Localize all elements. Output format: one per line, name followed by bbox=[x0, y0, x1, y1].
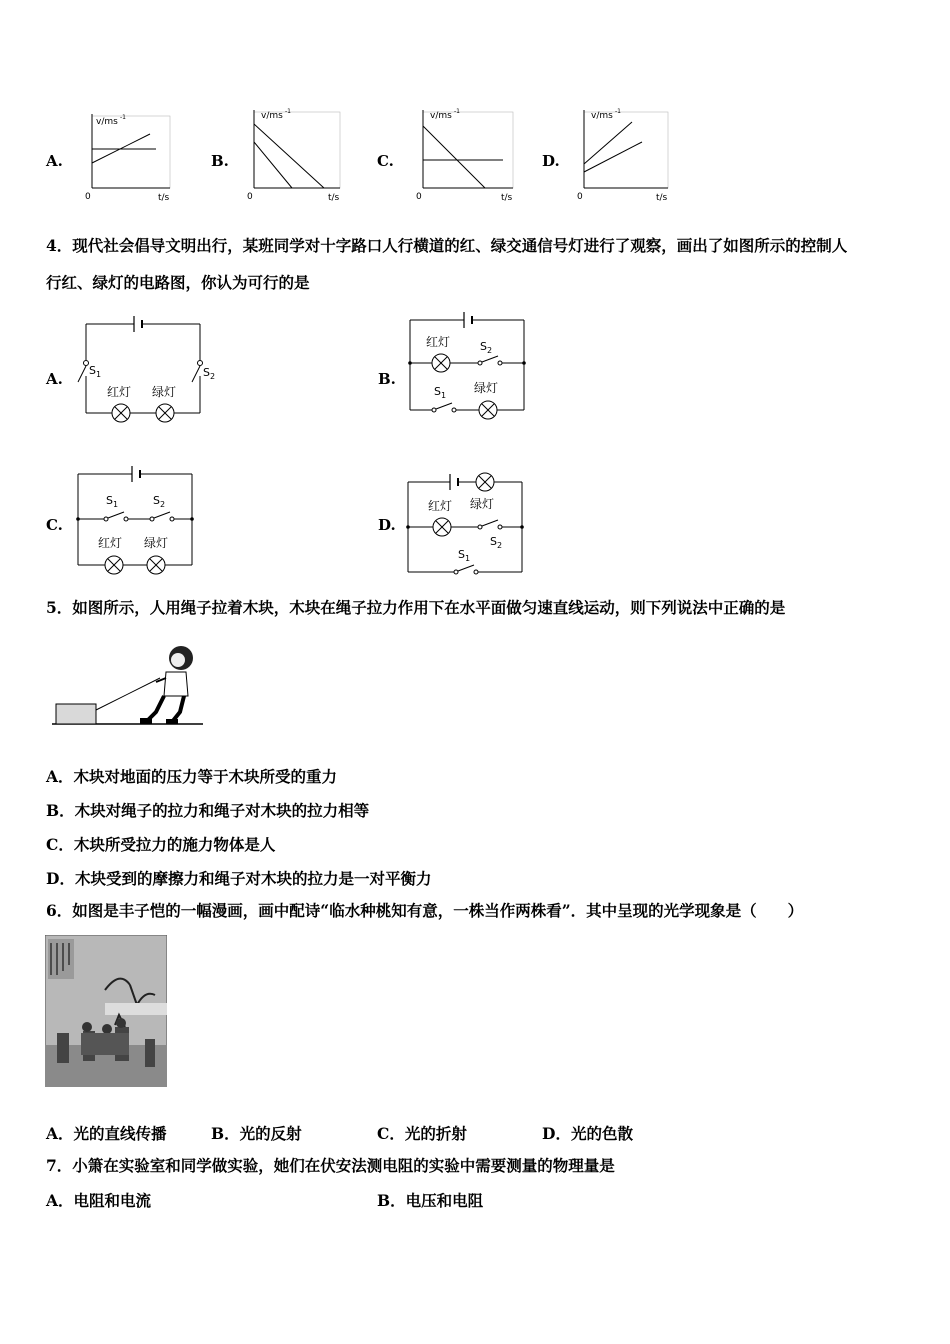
q4-circuit-c bbox=[68, 458, 208, 582]
q3-d-origin: 0 bbox=[577, 192, 583, 202]
q3-b-ylabel: v/ms bbox=[261, 111, 283, 121]
svg-text:S2: $S_2$ bbox=[480, 340, 493, 355]
q6-option-c: C．光的折射 bbox=[377, 1124, 467, 1143]
q5-option-d: D．木块受到的摩擦力和绳子对木块的拉力是一对平衡力 bbox=[46, 869, 432, 888]
q3-graph-c bbox=[413, 104, 518, 204]
svg-text:S2: $S_2$ bbox=[490, 535, 503, 550]
q7-stem: 7．小箫在实验室和同学做实验，她们在伏安法测电阻的实验中需要测量的物理量是 bbox=[46, 1156, 615, 1175]
svg-text:绿灯: 绿灯 bbox=[144, 536, 169, 550]
svg-text:S2: $S_2$ bbox=[153, 494, 166, 509]
svg-text:绿灯: 绿灯 bbox=[474, 381, 499, 395]
q4-circuit-a bbox=[70, 310, 230, 425]
q4-circuit-d bbox=[398, 462, 538, 578]
q3-option-a-label: A. bbox=[46, 152, 63, 170]
q3-a-xlabel: t/s bbox=[158, 193, 170, 203]
q4-circuit-b bbox=[400, 306, 540, 424]
svg-text:红灯: 红灯 bbox=[428, 499, 453, 513]
svg-text:红灯: 红灯 bbox=[107, 385, 132, 399]
svg-text:S1: $S_1$ bbox=[434, 385, 447, 400]
q6-option-d: D．光的色散 bbox=[542, 1124, 633, 1143]
svg-text:S1: $S_1$ bbox=[106, 494, 119, 509]
q3-option-d-label: D. bbox=[542, 152, 560, 170]
q4-option-a-label: A. bbox=[46, 370, 63, 388]
q5-option-c: C．木块所受拉力的施力物体是人 bbox=[46, 835, 276, 854]
q4-option-d-label: D. bbox=[378, 516, 396, 534]
q4-option-b-label: B. bbox=[378, 370, 396, 388]
q5-option-b: B．木块对绳子的拉力和绳子对木块的拉力相等 bbox=[46, 801, 370, 820]
q3-c-ylabel: v/ms bbox=[430, 111, 452, 121]
q3-option-b-label: B. bbox=[211, 152, 229, 170]
q3-c-origin: 0 bbox=[416, 192, 422, 202]
svg-text:S1: $S_1$ bbox=[89, 364, 102, 379]
q3-graph-a bbox=[80, 108, 175, 203]
q3-option-c-label: C. bbox=[377, 152, 394, 170]
q3-graph-b bbox=[244, 104, 344, 204]
q6-figure-cartoon bbox=[45, 935, 167, 1087]
q6-option-b: B．光的反射 bbox=[211, 1124, 302, 1143]
svg-text:红灯: 红灯 bbox=[98, 536, 123, 550]
svg-text:S2: $S_2$ bbox=[203, 366, 216, 381]
q3-c-ysup: -1 bbox=[454, 108, 460, 115]
q3-d-ylabel: v/ms bbox=[591, 111, 613, 121]
svg-text:绿灯: 绿灯 bbox=[470, 497, 495, 511]
q3-graph-d bbox=[574, 104, 674, 204]
q6-option-a: A．光的直线传播 bbox=[46, 1124, 167, 1143]
svg-text:绿灯: 绿灯 bbox=[152, 385, 177, 399]
q3-d-xlabel: t/s bbox=[656, 193, 668, 203]
q4-option-c-label: C. bbox=[46, 516, 63, 534]
q6-stem: 6．如图是丰子恺的一幅漫画，画中配诗“临水种桃知有意，一株当作两株看”．其中呈现的光学现象是（ ） bbox=[46, 901, 804, 920]
q3-b-ysup: -1 bbox=[285, 108, 291, 115]
q3-a-ylabel: v/ms bbox=[96, 117, 118, 127]
svg-text:S1: $S_1$ bbox=[458, 548, 471, 563]
q3-b-xlabel: t/s bbox=[328, 193, 340, 203]
q5-option-a: A．木块对地面的压力等于木块所受的重力 bbox=[46, 767, 338, 786]
q3-b-origin: 0 bbox=[247, 192, 253, 202]
q3-c-xlabel: t/s bbox=[501, 193, 513, 203]
q3-d-ysup: -1 bbox=[615, 108, 621, 115]
svg-text:红灯: 红灯 bbox=[426, 335, 451, 349]
q3-a-origin: 0 bbox=[85, 192, 91, 202]
q4-stem-line2: 行红、绿灯的电路图，你认为可行的是 bbox=[46, 273, 310, 292]
q5-figure-person-pulling-block bbox=[48, 640, 208, 730]
q5-stem: 5．如图所示，人用绳子拉着木块，木块在绳子拉力作用下在水平面做匀速直线运动，则下列说法中正确的是 bbox=[46, 598, 786, 617]
q7-option-a: A．电阻和电流 bbox=[46, 1191, 152, 1210]
q3-a-ysup: -1 bbox=[120, 114, 126, 121]
q7-option-b: B．电压和电阻 bbox=[377, 1191, 484, 1210]
q4-stem-line1: 4．现代社会倡导文明出行，某班同学对十字路口人行横道的红、绿交通信号灯进行了观察，画出了如图所示的控制人 bbox=[46, 236, 848, 255]
